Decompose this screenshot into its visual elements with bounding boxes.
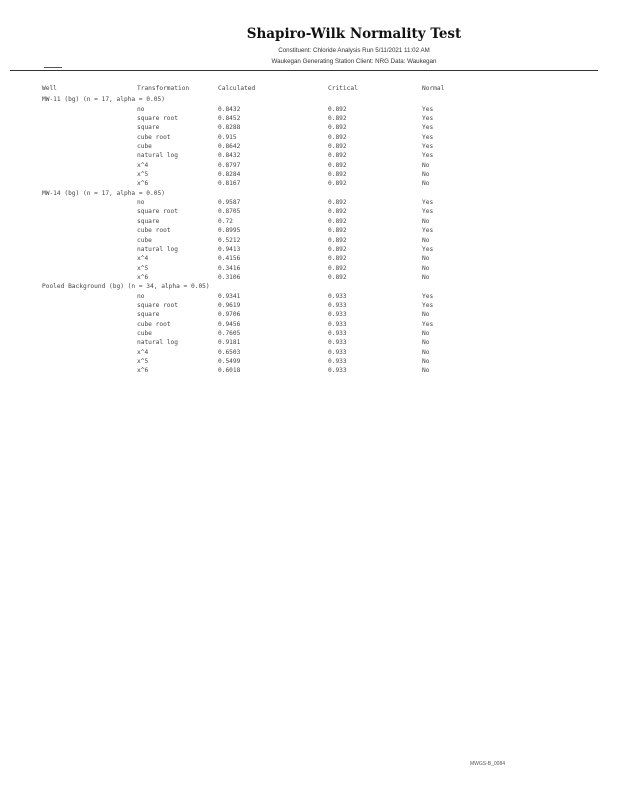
table-row xyxy=(42,254,562,263)
calculated-cell: 0.8167 xyxy=(218,180,241,188)
critical-cell: 0.892 xyxy=(328,236,347,244)
calculated-cell: 0.3416 xyxy=(218,264,241,272)
transformation-cell: cube root xyxy=(137,320,171,328)
group-title-text: Pooled Background (bg) (n = 34, alpha = 0.05) xyxy=(42,283,210,291)
table-row xyxy=(42,245,562,254)
normal-cell: No xyxy=(422,348,430,356)
normal-cell: Yes xyxy=(422,208,434,216)
table-header-row xyxy=(42,84,562,93)
critical-cell: 0.892 xyxy=(328,227,347,235)
transformation-cell: cube root xyxy=(137,133,171,141)
group-title xyxy=(42,95,562,104)
table-row xyxy=(42,338,562,347)
normal-cell: No xyxy=(422,264,430,272)
calculated-cell: 0.8797 xyxy=(218,161,241,169)
normal-cell: No xyxy=(422,180,430,188)
header-rule xyxy=(10,70,598,71)
table-row xyxy=(42,301,562,310)
critical-cell: 0.892 xyxy=(328,180,347,188)
normal-cell: No xyxy=(422,217,430,225)
calculated-cell: 0.8995 xyxy=(218,227,241,235)
calculated-cell: 0.9619 xyxy=(218,301,241,309)
critical-cell: 0.892 xyxy=(328,133,347,141)
table-row xyxy=(42,273,562,282)
calculated-cell: 0.8452 xyxy=(218,115,241,123)
normal-cell: Yes xyxy=(422,115,434,123)
table-row xyxy=(42,292,562,301)
normal-cell: Yes xyxy=(422,124,434,132)
normal-cell: Yes xyxy=(422,133,434,141)
group-title-text: MW-11 (bg) (n = 17, alpha = 0.05) xyxy=(42,96,165,104)
table-row xyxy=(42,217,562,226)
normal-cell: No xyxy=(422,273,430,281)
table-row xyxy=(42,198,562,207)
calculated-cell: 0.9456 xyxy=(218,320,241,328)
calculated-cell: 0.4156 xyxy=(218,255,241,263)
transformation-cell: square xyxy=(137,217,160,225)
critical-cell: 0.933 xyxy=(328,301,347,309)
transformation-cell: no xyxy=(137,292,145,300)
critical-cell: 0.933 xyxy=(328,311,347,319)
calculated-cell: 0.9587 xyxy=(218,199,241,207)
normal-cell: No xyxy=(422,161,430,169)
calculated-cell: 0.9413 xyxy=(218,245,241,253)
calculated-cell: 0.5212 xyxy=(218,236,241,244)
critical-cell: 0.892 xyxy=(328,171,347,179)
column-header-normal: Normal xyxy=(422,85,445,92)
critical-cell: 0.892 xyxy=(328,255,347,263)
transformation-cell: cube root xyxy=(137,227,171,235)
normal-cell: No xyxy=(422,339,430,347)
group-title xyxy=(42,282,562,291)
transformation-cell: square root xyxy=(137,301,178,309)
table-row xyxy=(42,366,562,375)
calculated-cell: 0.6503 xyxy=(218,348,241,356)
critical-cell: 0.892 xyxy=(328,161,347,169)
table-row xyxy=(42,161,562,170)
critical-cell: 0.892 xyxy=(328,124,347,132)
column-header-calculated: Calculated xyxy=(218,85,256,92)
critical-cell: 0.933 xyxy=(328,339,347,347)
transformation-cell: square root xyxy=(137,208,178,216)
normal-cell: Yes xyxy=(422,143,434,151)
normal-cell: No xyxy=(422,367,430,375)
transformation-cell: square xyxy=(137,124,160,132)
normal-cell: Yes xyxy=(422,301,434,309)
header-rule-tick xyxy=(44,67,62,68)
critical-cell: 0.892 xyxy=(328,245,347,253)
table-row xyxy=(42,329,562,338)
table-row xyxy=(42,320,562,329)
calculated-cell: 0.8432 xyxy=(218,105,241,113)
calculated-cell: 0.9341 xyxy=(218,292,241,300)
critical-cell: 0.892 xyxy=(328,105,347,113)
transformation-cell: x^5 xyxy=(137,357,149,365)
normal-cell: Yes xyxy=(422,245,434,253)
normality-table xyxy=(42,84,562,376)
normal-cell: No xyxy=(422,357,430,365)
calculated-cell: 0.8284 xyxy=(218,171,241,179)
group-title-text: MW-14 (bg) (n = 17, alpha = 0.05) xyxy=(42,189,165,197)
report-title: Shapiro-Wilk Normality Test xyxy=(246,26,462,42)
calculated-cell: 0.3106 xyxy=(218,273,241,281)
transformation-cell: x^5 xyxy=(137,171,149,179)
normal-cell: Yes xyxy=(422,105,434,113)
calculated-cell: 0.915 xyxy=(218,133,237,141)
critical-cell: 0.933 xyxy=(328,320,347,328)
critical-cell: 0.933 xyxy=(328,357,347,365)
transformation-cell: square root xyxy=(137,115,178,123)
document-footer-id: MWGS-B_0084 xyxy=(470,761,506,767)
table-row xyxy=(42,310,562,319)
critical-cell: 0.892 xyxy=(328,152,347,160)
calculated-cell: 0.8705 xyxy=(218,208,241,216)
transformation-cell: x^6 xyxy=(137,273,149,281)
transformation-cell: x^5 xyxy=(137,264,149,272)
critical-cell: 0.892 xyxy=(328,143,347,151)
table-row xyxy=(42,264,562,273)
calculated-cell: 0.6018 xyxy=(218,367,241,375)
table-row xyxy=(42,226,562,235)
calculated-cell: 0.7605 xyxy=(218,329,241,337)
critical-cell: 0.892 xyxy=(328,217,347,225)
critical-cell: 0.933 xyxy=(328,292,347,300)
normal-cell: No xyxy=(422,255,430,263)
table-row xyxy=(42,348,562,357)
critical-cell: 0.892 xyxy=(328,199,347,207)
transformation-cell: natural log xyxy=(137,245,178,253)
normal-cell: Yes xyxy=(422,199,434,207)
column-header-well: Well xyxy=(42,85,57,92)
report-subtitle-run-info: Constituent: Chloride Analysis Run 5/11/2021 11:02 AM xyxy=(278,47,430,54)
transformation-cell: cube xyxy=(137,143,152,151)
transformation-cell: cube xyxy=(137,236,152,244)
column-header-critical: Critical xyxy=(328,85,358,92)
table-row xyxy=(42,142,562,151)
transformation-cell: x^6 xyxy=(137,180,149,188)
table-row xyxy=(42,179,562,188)
critical-cell: 0.892 xyxy=(328,208,347,216)
table-row xyxy=(42,236,562,245)
critical-cell: 0.892 xyxy=(328,115,347,123)
table-row xyxy=(42,170,562,179)
calculated-cell: 0.8288 xyxy=(218,124,241,132)
transformation-cell: x^4 xyxy=(137,255,149,263)
column-header-transformation: Transformation xyxy=(137,85,190,92)
critical-cell: 0.933 xyxy=(328,367,347,375)
normal-cell: No xyxy=(422,311,430,319)
transformation-cell: natural log xyxy=(137,339,178,347)
calculated-cell: 0.8642 xyxy=(218,143,241,151)
critical-cell: 0.933 xyxy=(328,329,347,337)
calculated-cell: 0.72 xyxy=(218,217,233,225)
transformation-cell: cube xyxy=(137,329,152,337)
table-row xyxy=(42,151,562,160)
table-row xyxy=(42,114,562,123)
well-groups xyxy=(42,95,562,375)
group-title xyxy=(42,189,562,198)
table-row xyxy=(42,207,562,216)
critical-cell: 0.933 xyxy=(328,348,347,356)
normal-cell: Yes xyxy=(422,320,434,328)
table-row xyxy=(42,133,562,142)
critical-cell: 0.892 xyxy=(328,264,347,272)
calculated-cell: 0.5499 xyxy=(218,357,241,365)
normal-cell: Yes xyxy=(422,292,434,300)
normal-cell: No xyxy=(422,329,430,337)
transformation-cell: x^6 xyxy=(137,367,149,375)
transformation-cell: x^4 xyxy=(137,161,149,169)
calculated-cell: 0.9181 xyxy=(218,339,241,347)
normal-cell: No xyxy=(422,236,430,244)
normal-cell: Yes xyxy=(422,152,434,160)
transformation-cell: no xyxy=(137,105,145,113)
table-row xyxy=(42,123,562,132)
critical-cell: 0.892 xyxy=(328,273,347,281)
table-row xyxy=(42,105,562,114)
calculated-cell: 0.9706 xyxy=(218,311,241,319)
transformation-cell: natural log xyxy=(137,152,178,160)
transformation-cell: no xyxy=(137,199,145,207)
transformation-cell: x^4 xyxy=(137,348,149,356)
table-row xyxy=(42,357,562,366)
transformation-cell: square xyxy=(137,311,160,319)
normal-cell: No xyxy=(422,171,430,179)
normal-cell: Yes xyxy=(422,227,434,235)
report-subtitle-site-info: Waukegan Generating Station Client: NRG Data: Waukegan xyxy=(271,58,437,65)
calculated-cell: 0.8432 xyxy=(218,152,241,160)
